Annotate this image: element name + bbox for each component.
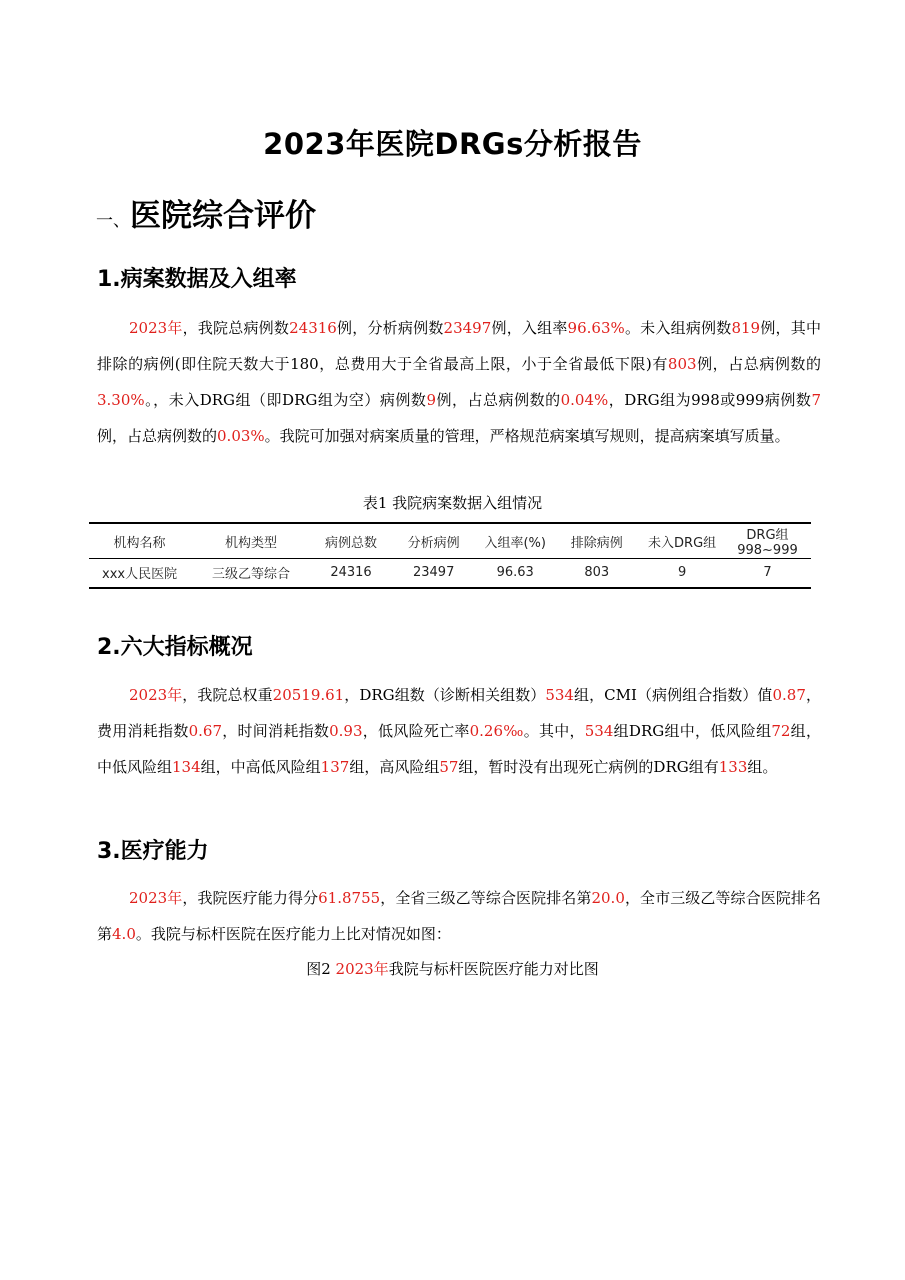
highlighted-value: 20.0 bbox=[591, 889, 625, 907]
text-run: 组，中高低风险组 bbox=[200, 758, 321, 776]
subsection-heading-2: 2.六大指标概况 bbox=[97, 635, 253, 660]
highlighted-value: 134 bbox=[172, 758, 201, 776]
text-run: ，DRG组为998或999病例数 bbox=[608, 391, 812, 409]
figure-caption bbox=[0, 958, 905, 979]
text-run: 例，占总病例数的 bbox=[97, 427, 218, 445]
text-run: 例，其中排除的病例(即住院天数大于180，总费用大于全省最高上限，小于全省最低下限)有 bbox=[97, 319, 821, 373]
section-heading-1 bbox=[96, 190, 316, 235]
paragraph-case-data bbox=[97, 310, 821, 454]
table-header-cell: 未入DRG组 bbox=[640, 523, 724, 559]
highlighted-value: 72 bbox=[771, 722, 791, 740]
text-run: 组DRG组中，低风险组 bbox=[613, 722, 772, 740]
paragraph-six-indicators bbox=[97, 677, 821, 785]
text-run: 例，入组率 bbox=[491, 319, 568, 337]
table-header-cell: 机构类型 bbox=[190, 523, 312, 559]
table-cell: 9 bbox=[640, 559, 724, 588]
highlighted-value: 137 bbox=[320, 758, 350, 776]
highlighted-value: 7 bbox=[811, 391, 821, 409]
text-run: ，时间消耗指数 bbox=[222, 722, 330, 740]
table-header-cell: 入组率(%) bbox=[477, 523, 553, 559]
table-cell: 7 bbox=[724, 559, 811, 588]
highlighted-value: 0.93 bbox=[329, 722, 363, 740]
text-run: 。我院可加强对病案质量的管理，严格规范病案填写规则，提高病案填写质量。 bbox=[264, 427, 790, 445]
table-header-cell: 排除病例 bbox=[553, 523, 640, 559]
text-run: 图2 bbox=[306, 960, 336, 978]
text-run: 组，中低风险组 bbox=[97, 722, 821, 776]
text-run: ，费用消耗指数 bbox=[97, 686, 821, 740]
table-cell: 24316 bbox=[312, 559, 390, 588]
table-caption: 表1 我院病案数据入组情况 bbox=[362, 494, 543, 512]
highlighted-value: 96.63% bbox=[567, 319, 625, 337]
table-header-cell: 病例总数 bbox=[312, 523, 390, 559]
text-run: 我院与标杆医院医疗能力对比图 bbox=[388, 960, 599, 978]
highlighted-value: 534 bbox=[545, 686, 574, 704]
text-run: 。，未入DRG组（即DRG组为空）病例数 bbox=[144, 391, 427, 409]
highlighted-value: 23497 bbox=[443, 319, 492, 337]
highlighted-value: 2023年 bbox=[129, 686, 183, 704]
highlighted-value: 2023年 bbox=[129, 889, 183, 907]
highlighted-value: 20519.61 bbox=[272, 686, 345, 704]
highlighted-value: 24316 bbox=[289, 319, 337, 337]
highlighted-value: 0.67 bbox=[188, 722, 222, 740]
highlighted-value: 4.0 bbox=[112, 925, 136, 943]
text-run: 。我院与标杆医院在医疗能力上比对情况如图： bbox=[135, 925, 451, 943]
highlighted-value: 0.26‰ bbox=[469, 722, 524, 740]
table-header-cell: DRG组998~999 bbox=[724, 523, 811, 559]
subsection-heading-1: 1.病案数据及入组率 bbox=[97, 267, 297, 292]
table-cell: 三级乙等综合 bbox=[190, 559, 312, 588]
highlighted-value: 2023年 bbox=[129, 319, 183, 337]
text-run: ，全省三级乙等综合医院排名第 bbox=[380, 889, 592, 907]
document-title: 2023年医院DRGs分析报告 bbox=[263, 127, 642, 161]
table-cell: 803 bbox=[553, 559, 640, 588]
highlighted-value: 3.30% bbox=[97, 391, 145, 409]
highlighted-value: 803 bbox=[667, 355, 697, 373]
table-cell: xxx人民医院 bbox=[89, 559, 190, 588]
text-run: ，DRG组数（诊断相关组数） bbox=[344, 686, 546, 704]
table-cell: 23497 bbox=[390, 559, 477, 588]
table-row bbox=[89, 559, 811, 588]
table-header-cell: 分析病例 bbox=[390, 523, 477, 559]
case-data-table bbox=[89, 522, 811, 589]
table-header-row bbox=[89, 523, 811, 559]
highlighted-value: 9 bbox=[426, 391, 436, 409]
text-run: 组，CMI（病例组合指数）值 bbox=[573, 686, 773, 704]
text-run: 组。 bbox=[747, 758, 778, 776]
text-run: ，我院总病例数 bbox=[182, 319, 290, 337]
paragraph-medical-capability bbox=[97, 880, 821, 952]
highlighted-value: 57 bbox=[439, 758, 459, 776]
section-number: 一、 bbox=[96, 211, 130, 231]
table-cell: 96.63 bbox=[477, 559, 553, 588]
highlighted-value: 0.03% bbox=[217, 427, 265, 445]
text-run: 组，暂时没有出现死亡病例的DRG组有 bbox=[458, 758, 719, 776]
text-run: ，我院医疗能力得分 bbox=[182, 889, 319, 907]
text-run: 例，占总病例数的 bbox=[436, 391, 561, 409]
highlighted-value: 61.8755 bbox=[318, 889, 381, 907]
highlighted-value: 819 bbox=[731, 319, 761, 337]
text-run: 。未入组病例数 bbox=[624, 319, 732, 337]
highlighted-value: 2023年 bbox=[335, 960, 389, 978]
text-run: ，低风险死亡率 bbox=[362, 722, 470, 740]
text-run: 组，高风险组 bbox=[349, 758, 440, 776]
subsection-heading-3: 3.医疗能力 bbox=[97, 839, 209, 864]
text-run: ，我院总权重 bbox=[182, 686, 273, 704]
section-title: 医院综合评价 bbox=[130, 198, 316, 234]
text-run: 例，占总病例数的 bbox=[696, 355, 821, 373]
highlighted-value: 133 bbox=[718, 758, 748, 776]
table-header-cell: 机构名称 bbox=[89, 523, 190, 559]
highlighted-value: 0.87 bbox=[772, 686, 806, 704]
highlighted-value: 0.04% bbox=[560, 391, 609, 409]
text-run: 。其中， bbox=[523, 722, 585, 740]
text-run: 例，分析病例数 bbox=[336, 319, 444, 337]
text-run: ，全市三级乙等综合医院排名第 bbox=[97, 889, 821, 943]
highlighted-value: 534 bbox=[584, 722, 614, 740]
